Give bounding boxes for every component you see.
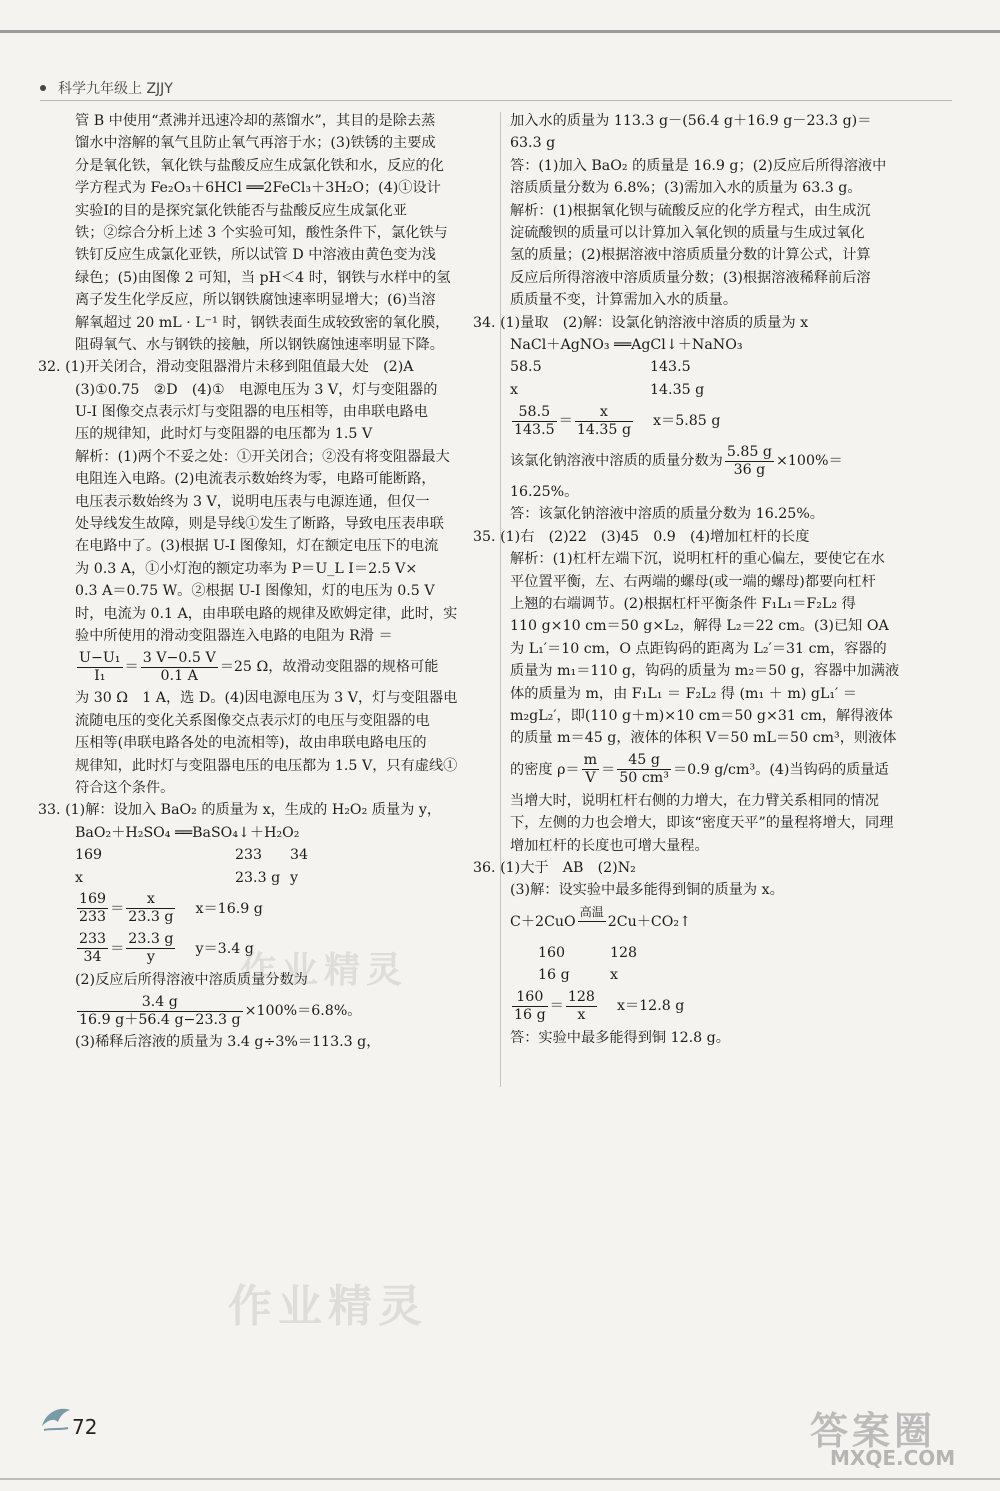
text-line: U-I 图像交点表示灯与变阻器的电压相等，由串联电路电 <box>75 404 428 421</box>
column-divider <box>500 112 501 1087</box>
site-logo-url: MXQE.COM <box>830 1446 956 1470</box>
question-33 <box>38 799 495 821</box>
fraction: $\frac{5.85 g}{36 g}$ <box>726 443 773 478</box>
text-line: 答：该氯化钠溶液中溶质的质量分数为 16.25%。 <box>510 506 824 523</box>
bottom-rule <box>0 1478 1000 1480</box>
text-line: 110 g×10 cm＝50 g×L₂，解得 L₂＝22 cm。(3)已知 OA <box>510 618 889 635</box>
question-34 <box>473 312 945 334</box>
question-number: 34. <box>473 314 496 331</box>
equation-line: NaCl＋AgNO₃ ══AgCl↓＋NaNO₃ <box>510 336 743 353</box>
equation-ratios: 16 g x <box>538 967 619 984</box>
equation-line: BaO₂＋H₂SO₄ ══BaSO₄↓＋H₂O₂ <box>75 824 300 841</box>
text-line: 答：(1)加入 BaO₂ 的质量是 16.9 g；(2)反应后所得溶液中 <box>510 157 887 174</box>
text-line: 解析：(1)两个不妥之处：①开关闭合；②没有将变阻器最大 <box>75 448 450 465</box>
question-35 <box>473 526 945 548</box>
text-line: 63.3 g <box>510 135 556 152</box>
equation-ratios: 58.5 143.5 <box>510 359 691 376</box>
text-line: 体的质量为 m，由 F₁L₁ ＝ F₂L₂ 得 (m₁ ＋ m) gL₁′ ＝ <box>510 685 857 702</box>
text-line: 流随电压的变化关系图像交点表示灯的电压与变阻器的电 <box>75 712 430 729</box>
equation-ratios: 160 128 <box>538 944 638 961</box>
fraction: $\frac{x}{14.35 g}$ <box>576 403 632 438</box>
formula-line: $\frac{233}{34}$ ＝ $\frac{23.3 g}{y}$ y＝3.4 g <box>79 931 254 966</box>
text-line: 馏水中溶解的氧气且防止氧气再溶于水；(3)铁锈的主要成 <box>75 135 436 152</box>
fraction: $\frac{m}{V}$ <box>583 752 598 787</box>
equation-ratios: x 14.35 g <box>510 381 705 398</box>
text-line: 质量为 m₁＝110 g，钩码的质量为 m₂＝50 g，容器中加满液 <box>510 663 900 680</box>
text-line: 为 0.3 A，①小灯泡的额定功率为 P＝U_L I＝2.5 V× <box>75 560 418 577</box>
watermark-text: 作业精灵 <box>240 950 409 991</box>
left-column <box>38 110 495 1054</box>
fraction: $\frac{160}{16 g}$ <box>514 989 546 1023</box>
page-number: 72 <box>72 1415 98 1439</box>
bullet-icon <box>40 85 46 91</box>
equation-line: C＋2CuO 高温 2Cu＋CO₂↑ <box>510 902 945 942</box>
text-line: 管 B 中使用“煮沸并迅速冷却的蒸馏水”，其目的是除去蒸 <box>75 113 436 129</box>
fraction: $\frac{3 V-0.5 V}{0.1 A}$ <box>142 649 216 684</box>
text-line: 离子发生化学反应，所以钢铁腐蚀速率明显增大；(6)当溶 <box>75 292 436 309</box>
text-line: 淀硫酸钡的质量可以计算加入氧化钡的质量与生成过氧化 <box>510 224 865 241</box>
text-line: 增加杠杆的长度也可增大量程。 <box>510 837 709 854</box>
question-number: 36. <box>473 859 496 876</box>
question-number: 35. <box>473 528 496 545</box>
text-line: (1)右 (2)22 (3)45 0.9 (4)增加杠杆的长度 <box>500 528 810 545</box>
formula-line: 的密度 ρ＝ $\frac{m}{V}$ ＝ $\frac{45 g}{\text{50 cm³}}$ ＝0.9 g/cm³。(4)当钩码的质量适 <box>510 752 889 787</box>
text-line: 压的规律知，此时灯与变阻器的电压都为 1.5 V <box>75 426 373 443</box>
question-number: 32. <box>38 359 61 376</box>
text-line: (1)量取 (2)解：设氯化钠溶液中溶质的质量为 x <box>500 314 809 331</box>
text-line: 的质量 m＝45 g，液体的体积 V＝50 mL＝50 cm³，则液体 <box>510 730 897 747</box>
fraction: $\frac{128}{x}$ <box>567 989 595 1023</box>
fraction: $\frac{\text{U−U₁}}{\text{I₁}}$ <box>79 649 121 684</box>
text-line: 下，左侧的力也会增大，即该“密度天平”的量程将增大，同理 <box>510 815 894 832</box>
equation-ratios: 169 233 34 <box>75 847 309 864</box>
text-line: 处导线发生故障，则是导线①发生了断路，导致电压表串联 <box>75 516 444 533</box>
text-line: 加入水的质量为 113.3 g－(56.4 g＋16.9 g－23.3 g)＝ <box>510 113 872 129</box>
text-line: 电阻连入电路。(2)电流表示数始终为零，电路可能断路， <box>75 471 436 488</box>
text-line: 时，电流为 0.1 A，由串联电路的规律及欧姆定律，此时，实 <box>75 605 458 622</box>
text-line: 平位置平衡，左、右两端的螺母(或一端的螺母)都要向杠杆 <box>510 573 876 590</box>
text-line: 质质量不变，计算需加入水的质量。 <box>510 292 738 309</box>
text-line: (1)开关闭合，滑动变阻器滑片未移到阻值最大处 (2)A <box>65 359 414 376</box>
text-line: (3)稀释后溶液的质量为 3.4 g÷3%＝113.3 g， <box>75 1034 381 1051</box>
fraction: $\frac{58.5}{143.5}$ <box>514 403 555 438</box>
fraction: $\frac{23.3 g}{y}$ <box>128 931 174 966</box>
formula-line: $\frac{3.4 g}{16.9 g+56.4 g-23.3 g}$ ×100%＝6.8%。 <box>79 993 362 1028</box>
text-line: 16.25%。 <box>510 484 579 501</box>
text-line: 学方程式为 Fe₂O₃＋6HCl ══2FeCl₃＋3H₂O；(4)①设计 <box>75 180 441 197</box>
text-line: 压相等(串联电路各处的电流相等)，故由串联电路电压的 <box>75 735 427 752</box>
formula-line: 该氯化钠溶液中溶质的质量分数为 $\frac{5.85 g}{36 g}$ ×100%＝ <box>510 443 843 478</box>
text-line: 阻碍氧气、水与钢铁的接触，所以钢铁腐蚀速率明显下降。 <box>75 336 444 353</box>
site-logo-title: 答案圈 <box>810 1409 937 1453</box>
formula-line: $\frac{160}{16 g}$ ＝ $\frac{128}{x}$ x＝12.8 g <box>514 989 685 1023</box>
text-line: 解氧超过 20 mL · L⁻¹ 时，钢铁表面生成较致密的氧化膜， <box>75 314 450 331</box>
fraction: $\frac{x}{23.3 g}$ <box>128 891 174 926</box>
text-line: 电压表示数始终为 3 V，说明电压表与电源连通，但仅一 <box>75 493 430 510</box>
text-line: (1)解：设加入 BaO₂ 的质量为 x，生成的 H₂O₂ 质量为 y， <box>65 802 442 819</box>
dolphin-logo-icon <box>38 1400 74 1436</box>
page-header <box>40 78 952 101</box>
fraction: $\frac{3.4 g}{16.9 g+56.4 g-23.3 g}$ <box>79 993 241 1028</box>
text-line: 绿色；(5)由图像 2 可知，当 pH＜4 时，钢铁与水样中的氢 <box>75 269 451 286</box>
text-line: 氢的质量；(2)根据溶液中溶质质量分数的计算公式，计算 <box>510 247 871 264</box>
text-line: 为 30 Ω 1 A，选 D。(4)因电源电压为 3 V，灯与变阻器电 <box>75 690 458 707</box>
text-line: 铁；②综合分析上述 3 个实验可知，酸性条件下，氯化铁与 <box>75 224 448 241</box>
text-line: 规律知，此时灯与变阻器电压的电压都为 1.5 V，只有虚线① <box>75 757 458 774</box>
reaction-condition: 高温 <box>578 904 606 939</box>
text-line: 铁钉反应生成氯化亚铁，所以试管 D 中溶液由黄色变为浅 <box>75 247 436 264</box>
text-line: 符合这个条件。 <box>75 779 175 796</box>
text-line: 解析：(1)杠杆左端下沉，说明杠杆的重心偏左，要使它在水 <box>510 551 885 568</box>
question-number: 33. <box>38 802 61 819</box>
fraction: $\frac{45 g}{\text{50 cm³}}$ <box>619 752 669 787</box>
watermark-text: 作业精灵 <box>228 1281 428 1332</box>
text-line: (1)大于 AB (2)N₂ <box>500 859 636 876</box>
question-36 <box>473 857 945 879</box>
text-line: 为 L₁′＝10 cm，O 点距钩码的距离为 L₂′＝31 cm，容器的 <box>510 640 887 657</box>
header-title: 科学九年级上 ZJJY <box>58 81 173 97</box>
text-line: 解析：(1)根据氧化钡与硫酸反应的化学方程式，由生成沉 <box>510 202 871 219</box>
fraction: $\frac{233}{34}$ <box>79 931 107 966</box>
formula-line: $\frac{\text{U−U₁}}{\text{I₁}}$ ＝ $\frac{3 V-0.5 V}{0.1 A}$ ＝25 Ω，故滑动变阻器的规格可能 <box>79 649 439 684</box>
text-line: (3)①0.75 ②D (4)① 电源电压为 3 V，灯与变阻器的 <box>75 381 438 398</box>
text-line: 在电路中了。(3)根据 U-I 图像知，灯在额定电压下的电流 <box>75 538 439 555</box>
top-rule <box>0 30 1000 33</box>
text-line: 当增大时，说明杠杆右侧的力增大，在力臂关系相同的情况 <box>510 792 879 809</box>
text-line: 反应后所得溶液中溶质质量分数；(3)根据溶液稀释前后溶 <box>510 269 871 286</box>
text-line: 验中所使用的滑动变阻器连入电路的电阻为 R滑 ＝ <box>75 627 393 644</box>
text-line: 分是氧化铁，氧化铁与盐酸反应生成氯化铁和水，反应的化 <box>75 157 444 174</box>
site-logo <box>800 1400 980 1470</box>
text-line: 实验Ⅰ的目的是探究氯化铁能否与盐酸反应生成氯化亚 <box>75 202 407 219</box>
text-line: m₂gL₂′，即(110 g＋m)×10 cm＝50 g×31 cm，解得液体 <box>510 707 893 724</box>
formula-line: $\frac{169}{233}$ ＝ $\frac{x}{23.3 g}$ x＝16.9 g <box>79 891 263 926</box>
text-line: 0.3 A＝0.75 W。②根据 U-I 图像知，灯的电压为 0.5 V <box>75 583 435 600</box>
right-column <box>473 110 945 1049</box>
text-line: (3)解：设实验中最多能得到铜的质量为 x。 <box>510 882 784 899</box>
fraction: $\frac{169}{233}$ <box>79 891 107 926</box>
text-line: 溶质质量分数为 6.8%；(3)需加入水的质量为 63.3 g。 <box>510 180 862 197</box>
question-32 <box>38 356 495 378</box>
text-line: 答：实验中最多能得到铜 12.8 g。 <box>510 1029 730 1046</box>
formula-line: $\frac{58.5}{143.5}$ ＝ $\frac{x}{14.35 g}$ x＝5.85 g <box>514 403 721 438</box>
text-line: (2)反应后所得溶液中溶质质量分数为 <box>75 971 308 988</box>
equation-ratios: x 23.3 g y <box>75 869 299 886</box>
text-line: 上翘的右端调节。(2)根据杠杆平衡条件 F₁L₁＝F₂L₂ 得 <box>510 596 856 613</box>
